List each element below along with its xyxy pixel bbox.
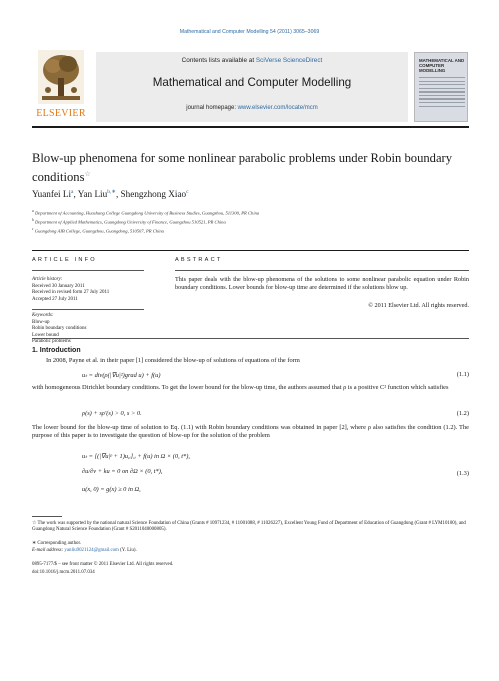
keyword-item: Robin boundary conditions: [32, 326, 87, 332]
history-label: Article history:: [32, 277, 63, 282]
keyword-item: Lower bound: [32, 332, 59, 338]
journal-homepage: [96, 105, 408, 111]
affiliation-mark: a: [32, 209, 34, 213]
affiliation-mark: b: [32, 218, 34, 222]
issn-line: 0895-7177/$ – see front matter © 2011 Elsevier Ltd. All rights reserved.: [32, 562, 174, 567]
author-name: Yan Liu: [77, 189, 108, 200]
header-rule: [32, 126, 469, 128]
article-info: [32, 277, 144, 303]
abstract-copyright: © 2011 Elsevier Ltd. All rights reserved.: [368, 302, 469, 309]
abstract-text: This paper deals with the blow-up phenomena of the solutions to some nonlinear parabolic equation under Robin boundary conditions. Lower bounds for blow-up time are determined if the solutions blow up.: [175, 276, 469, 291]
author-name: Shengzhong Xiao: [120, 189, 187, 200]
section-heading: 1. Introduction: [32, 347, 81, 354]
cover-title: MATHEMATICAL AND COMPUTER MODELLING: [419, 58, 465, 73]
affiliation: [32, 209, 469, 216]
article-title-text: Blow-up phenomena for some nonlinear parabolic problems under Robin boundary conditions: [32, 151, 453, 184]
equation-line: uₜ = [(|∇u|ᵖ + 1)u,ᵢ],ᵢ + f(u) in Ω × (0, t*),: [82, 453, 190, 460]
abstract-rule: [175, 270, 469, 271]
doi-link[interactable]: doi:10.1016/j.mcm.2011.07.034: [32, 570, 95, 575]
equation-text: ρ(s) + sρ′(s) > 0, s > 0.: [82, 410, 142, 417]
email-label: E-mail address:: [32, 548, 65, 553]
homepage-link[interactable]: www.elsevier.com/locate/mcm: [237, 105, 318, 111]
sciencedirect-link[interactable]: SciVerse ScienceDirect: [255, 57, 323, 64]
affiliation: [32, 218, 469, 225]
contents-line: [96, 57, 408, 64]
affiliation-text: Department of Applied Mathematics, Guangdong University of Finance, Guangzhou 510521, PR China: [34, 219, 226, 225]
email-suffix: (Y. Liu).: [118, 548, 137, 553]
contents-prefix: Contents lists available at: [181, 57, 256, 64]
affiliation-rule: [32, 250, 469, 251]
equation-text: uₜ = div(ρ(|∇u|²)grad u) + f(u): [82, 372, 161, 379]
history-item: Received in revised form 27 July 2011: [32, 290, 110, 296]
journal-cover-thumbnail: [414, 52, 468, 122]
homepage-prefix: journal homepage:: [186, 105, 238, 111]
intro-paragraph: In 2008, Payne et al. in their paper [1] considered the blow-up of solutions of equations of the form: [46, 357, 300, 364]
keyword-item: Parabolic problems: [32, 339, 71, 345]
abstract-heading: ABSTRACT: [175, 257, 223, 263]
history-item: Received 30 January 2011: [32, 283, 85, 289]
keywords: [32, 313, 144, 346]
intro-paragraph: The lower bound for the blow-up time of solution to Eq. (1.1) with Robin boundary conditions was obtained in paper [2], where ρ also satisfies the condition (1.2). The purpose of this paper is to investigate the question of blow-up for the solution of the problem: [32, 424, 469, 440]
author-affiliation-mark[interactable]: b,∗: [107, 189, 116, 195]
corresponding-footnote: ∗ Corresponding author.: [32, 541, 82, 546]
article-info-heading: ARTICLE INFO: [32, 257, 97, 263]
journal-header: [96, 52, 408, 122]
author-name: Yuanfei Li: [32, 189, 72, 200]
equation-line: ∂u/∂ν + ku = 0 on ∂Ω × (0, t*),: [82, 468, 163, 475]
keyword-item: Blow-up: [32, 319, 50, 325]
article-title: [32, 151, 469, 185]
email-link[interactable]: yanliu9021124@gmail.com: [64, 548, 119, 553]
author-affiliation-mark[interactable]: a: [71, 189, 74, 195]
keywords-label: Keywords:: [32, 313, 54, 318]
affiliation-text: Department of Accounting, Huashang College Guangdong University of Business Studies, Guangzhou, 511300, PR China: [34, 210, 260, 216]
abstract-bottom-rule: [32, 338, 469, 339]
cover-text-lines: [419, 77, 465, 109]
equation-number: (1.1): [456, 371, 469, 378]
equation-1-2: [32, 410, 469, 419]
footnote-rule: [32, 516, 62, 517]
article-info-rule: [32, 270, 144, 271]
affiliation: [32, 227, 469, 234]
title-footnote-mark[interactable]: ☆: [84, 169, 91, 178]
equation-1-3: [32, 452, 469, 504]
elsevier-wordmark: ELSEVIER: [36, 108, 86, 119]
journal-reference[interactable]: Mathematical and Computer Modelling 54 (2011) 3065–3069: [179, 29, 320, 35]
funding-footnote: ☆ The work was supported by the national natural Science Foundation of China (Grants # 10971234, # 11001088, # 11026227), Excellent Young Fund of Department of Education of Guangdong (Grant # LYM10100), and Guangdong Natural Science Foundation (Grant # S2011040000805).: [32, 521, 466, 533]
history-item: Accepted 27 July 2011: [32, 296, 78, 302]
intro-paragraph: with homogeneous Dirichlet boundary conditions. To get the lower bound for the blow-up time, the authors assumed that ρ is a positive C² function which satisfies: [32, 384, 449, 391]
journal-title: Mathematical and Computer Modelling: [152, 76, 352, 89]
affiliation-mark: c: [32, 227, 34, 231]
author-list: Yuanfei Li$^a$, Yan Liu$^{b,∗}$, Shengzhong Xiao$^c$: [32, 189, 189, 200]
equation-line: u(x, 0) = g(x) ≥ 0 in Ω,: [82, 486, 141, 493]
equation-number: (1.2): [456, 410, 469, 417]
equation-1-1: [32, 371, 469, 380]
affiliation-text: Guangdong AIB College, Guangzhou, Guangdong, 510507, PR China: [34, 228, 164, 234]
elsevier-tree-icon: [38, 50, 84, 104]
email-footnote: [32, 548, 469, 554]
keywords-rule: [32, 309, 144, 310]
equation-number: (1.3): [456, 470, 469, 477]
elsevier-logo: [32, 50, 90, 122]
author-affiliation-mark[interactable]: c: [186, 189, 189, 195]
